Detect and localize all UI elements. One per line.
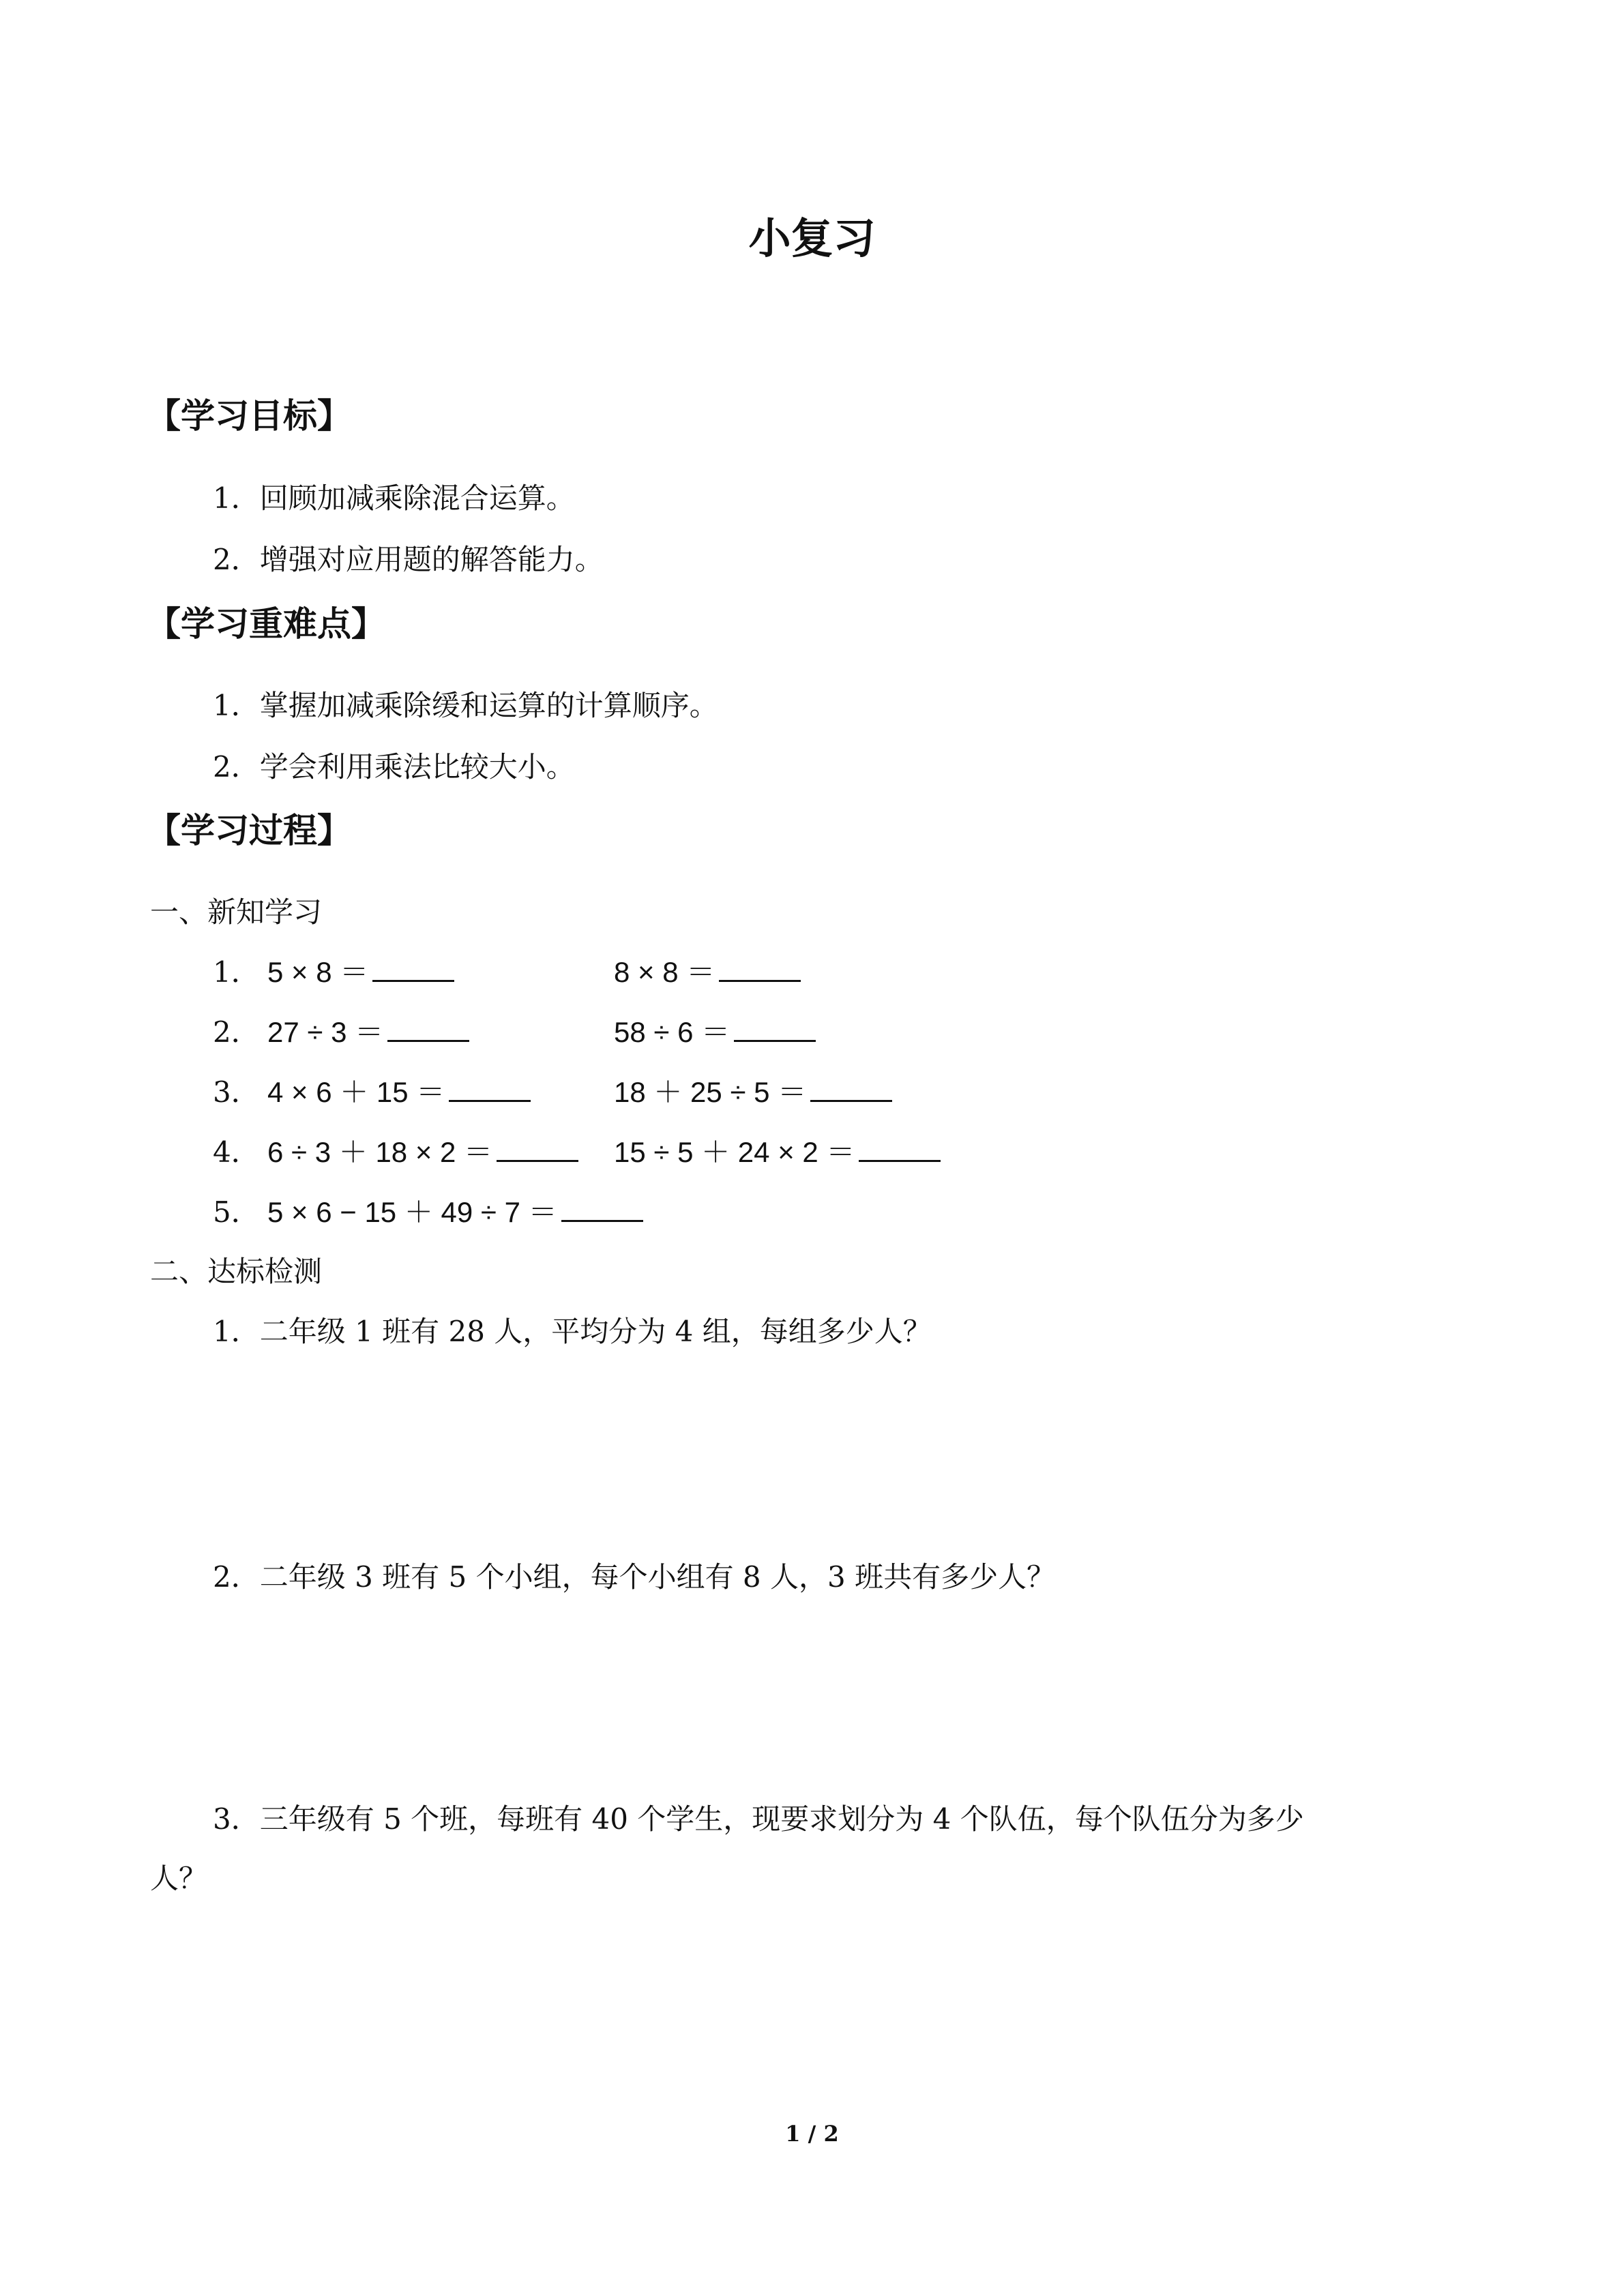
assessment-heading: 二、达标检测 (150, 1255, 323, 1288)
exercise-left: 6 ÷ 3 ＋ 18 × 2 ＝ (267, 1130, 578, 1171)
answer-blank[interactable] (859, 1137, 941, 1162)
exercise-right: 58 ÷ 6 ＝ (614, 1010, 816, 1051)
exercise-number: 5． (213, 1195, 260, 1229)
answer-blank[interactable] (387, 1017, 469, 1042)
goals-heading: 【学习目标】 (147, 396, 351, 436)
exercise-right: 15 ÷ 5 ＋ 24 × 2 ＝ (614, 1130, 941, 1171)
exercise-left: 5 × 8 ＝ (267, 950, 454, 991)
goal-item: 2．增强对应用题的解答能力。 (213, 543, 604, 576)
answer-blank[interactable] (561, 1197, 643, 1222)
process-heading: 【学习过程】 (147, 811, 351, 850)
exercise-left: 5 × 6 − 15 ＋ 49 ÷ 7 ＝ (267, 1190, 643, 1231)
answer-blank[interactable] (810, 1077, 892, 1102)
word-problem: 1．二年级 1 班有 28 人，平均分为 4 组，每组多少人？ (213, 1315, 932, 1348)
exercise-right: 8 × 8 ＝ (614, 950, 801, 991)
key-points-heading: 【学习重难点】 (147, 604, 385, 644)
key-point-item: 2．学会利用乘法比较大小。 (213, 750, 575, 784)
answer-blank[interactable] (497, 1137, 578, 1162)
exercise-right: 18 ＋ 25 ÷ 5 ＝ (614, 1070, 892, 1111)
answer-blank[interactable] (449, 1077, 531, 1102)
word-problem: 2．二年级 3 班有 5 个小组，每个小组有 8 人，3 班共有多少人？ (213, 1560, 1056, 1594)
answer-blank[interactable] (372, 957, 454, 982)
exercise-left: 4 × 6 ＋ 15 ＝ (267, 1070, 531, 1111)
exercise-number: 4． (213, 1135, 260, 1169)
goal-item: 1．回顾加减乘除混合运算。 (213, 481, 575, 515)
exercise-number: 1． (213, 955, 260, 989)
answer-blank[interactable] (734, 1017, 816, 1042)
word-problem-continued: 人？ (150, 1862, 208, 1895)
exercise-left: 27 ÷ 3 ＝ (267, 1010, 469, 1051)
new-knowledge-heading: 一、新知学习 (150, 895, 323, 929)
exercise-number: 2． (213, 1015, 260, 1049)
answer-blank[interactable] (719, 957, 801, 982)
exercise-number: 3． (213, 1075, 260, 1109)
word-problem: 3．三年级有 5 个班，每班有 40 个学生，现要求划分为 4 个队伍，每个队伍分为多少 (213, 1802, 1304, 1836)
key-point-item: 1．掌握加减乘除缓和运算的计算顺序。 (213, 689, 718, 722)
page-title: 小复习 (748, 213, 876, 263)
page-number: 1 / 2 (785, 2121, 839, 2147)
